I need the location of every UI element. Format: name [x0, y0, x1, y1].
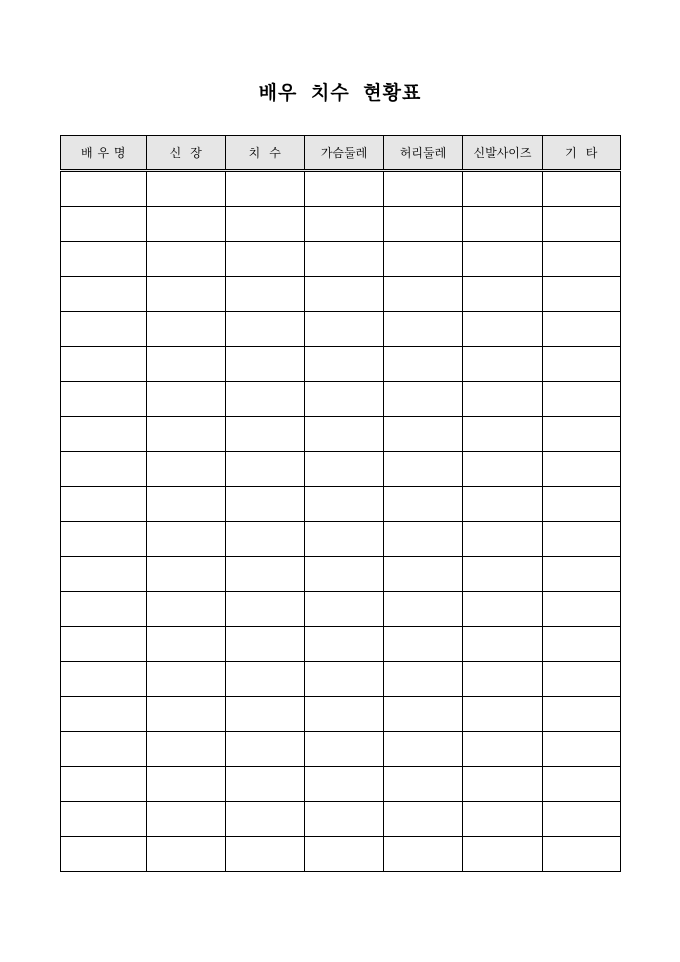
cell-waist[interactable] [384, 592, 463, 627]
cell-size[interactable] [226, 452, 305, 487]
cell-waist[interactable] [384, 312, 463, 347]
cell-height[interactable] [147, 242, 226, 277]
cell-shoe-size[interactable] [463, 207, 543, 242]
cell-height[interactable] [147, 382, 226, 417]
cell-shoe-size[interactable] [463, 487, 543, 522]
cell-chest[interactable] [305, 382, 384, 417]
cell-size[interactable] [226, 627, 305, 662]
cell-size[interactable] [226, 592, 305, 627]
cell-notes[interactable] [543, 487, 621, 522]
table-row [61, 662, 621, 697]
cell-size[interactable] [226, 382, 305, 417]
cell-size[interactable] [226, 487, 305, 522]
cell-waist[interactable] [384, 171, 463, 207]
actor-measurement-table [60, 135, 621, 872]
cell-notes[interactable] [543, 627, 621, 662]
cell-height[interactable] [147, 312, 226, 347]
cell-height[interactable] [147, 487, 226, 522]
cell-notes[interactable] [543, 837, 621, 872]
header-shoe-size: 신발사이즈 [463, 136, 543, 171]
cell-notes[interactable] [543, 277, 621, 312]
cell-actor-name[interactable] [61, 312, 147, 347]
cell-actor-name[interactable] [61, 452, 147, 487]
cell-shoe-size[interactable] [463, 837, 543, 872]
cell-chest[interactable] [305, 487, 384, 522]
cell-height[interactable] [147, 417, 226, 452]
cell-notes[interactable] [543, 382, 621, 417]
cell-size[interactable] [226, 242, 305, 277]
cell-actor-name[interactable] [61, 837, 147, 872]
table-row [61, 452, 621, 487]
cell-notes[interactable] [543, 452, 621, 487]
cell-chest[interactable] [305, 347, 384, 382]
cell-size[interactable] [226, 312, 305, 347]
cell-actor-name[interactable] [61, 767, 147, 802]
cell-chest[interactable] [305, 312, 384, 347]
cell-notes[interactable] [543, 802, 621, 837]
cell-shoe-size[interactable] [463, 662, 543, 697]
cell-actor-name[interactable] [61, 627, 147, 662]
cell-notes[interactable] [543, 662, 621, 697]
cell-shoe-size[interactable] [463, 557, 543, 592]
cell-chest[interactable] [305, 627, 384, 662]
cell-actor-name[interactable] [61, 487, 147, 522]
cell-waist[interactable] [384, 837, 463, 872]
cell-chest[interactable] [305, 662, 384, 697]
cell-shoe-size[interactable] [463, 242, 543, 277]
header-actor-name: 배 우 명 [61, 136, 147, 171]
table-row [61, 802, 621, 837]
table-row [61, 487, 621, 522]
cell-actor-name[interactable] [61, 417, 147, 452]
cell-actor-name[interactable] [61, 557, 147, 592]
cell-shoe-size[interactable] [463, 767, 543, 802]
cell-height[interactable] [147, 767, 226, 802]
cell-shoe-size[interactable] [463, 312, 543, 347]
cell-shoe-size[interactable] [463, 171, 543, 207]
cell-actor-name[interactable] [61, 522, 147, 557]
cell-waist[interactable] [384, 452, 463, 487]
cell-chest[interactable] [305, 522, 384, 557]
cell-height[interactable] [147, 627, 226, 662]
cell-waist[interactable] [384, 417, 463, 452]
cell-size[interactable] [226, 557, 305, 592]
table-row [61, 347, 621, 382]
cell-shoe-size[interactable] [463, 627, 543, 662]
cell-waist[interactable] [384, 662, 463, 697]
table-row [61, 522, 621, 557]
cell-size[interactable] [226, 417, 305, 452]
cell-actor-name[interactable] [61, 242, 147, 277]
header-size: 치 수 [226, 136, 305, 171]
cell-height[interactable] [147, 802, 226, 837]
cell-shoe-size[interactable] [463, 417, 543, 452]
cell-height[interactable] [147, 557, 226, 592]
cell-actor-name[interactable] [61, 592, 147, 627]
cell-waist[interactable] [384, 277, 463, 312]
cell-waist[interactable] [384, 557, 463, 592]
cell-size[interactable] [226, 767, 305, 802]
cell-size[interactable] [226, 802, 305, 837]
cell-notes[interactable] [543, 312, 621, 347]
cell-waist[interactable] [384, 487, 463, 522]
cell-size[interactable] [226, 662, 305, 697]
cell-height[interactable] [147, 662, 226, 697]
table-row [61, 242, 621, 277]
cell-waist[interactable] [384, 697, 463, 732]
table-row [61, 697, 621, 732]
table-row [61, 382, 621, 417]
cell-waist[interactable] [384, 382, 463, 417]
cell-size[interactable] [226, 697, 305, 732]
document-title: 배우 치수 현황표 [258, 82, 422, 104]
cell-chest[interactable] [305, 767, 384, 802]
table-row [61, 171, 621, 207]
cell-height[interactable] [147, 277, 226, 312]
cell-shoe-size[interactable] [463, 522, 543, 557]
cell-waist[interactable] [384, 207, 463, 242]
cell-shoe-size[interactable] [463, 347, 543, 382]
cell-waist[interactable] [384, 732, 463, 767]
cell-height[interactable] [147, 452, 226, 487]
cell-notes[interactable] [543, 697, 621, 732]
cell-height[interactable] [147, 592, 226, 627]
cell-height[interactable] [147, 207, 226, 242]
cell-notes[interactable] [543, 732, 621, 767]
cell-shoe-size[interactable] [463, 382, 543, 417]
cell-shoe-size[interactable] [463, 802, 543, 837]
cell-notes[interactable] [543, 347, 621, 382]
cell-chest[interactable] [305, 277, 384, 312]
cell-size[interactable] [226, 347, 305, 382]
table-row [61, 557, 621, 592]
cell-chest[interactable] [305, 417, 384, 452]
cell-notes[interactable] [543, 417, 621, 452]
cell-notes[interactable] [543, 592, 621, 627]
cell-size[interactable] [226, 522, 305, 557]
cell-waist[interactable] [384, 802, 463, 837]
cell-chest[interactable] [305, 802, 384, 837]
cell-chest[interactable] [305, 732, 384, 767]
cell-notes[interactable] [543, 767, 621, 802]
cell-actor-name[interactable] [61, 382, 147, 417]
header-row [61, 136, 621, 171]
cell-height[interactable] [147, 732, 226, 767]
cell-chest[interactable] [305, 452, 384, 487]
cell-height[interactable] [147, 697, 226, 732]
cell-notes[interactable] [543, 171, 621, 207]
cell-chest[interactable] [305, 207, 384, 242]
table-header [61, 136, 621, 171]
table-row [61, 837, 621, 872]
cell-waist[interactable] [384, 347, 463, 382]
cell-actor-name[interactable] [61, 347, 147, 382]
cell-chest[interactable] [305, 697, 384, 732]
cell-size[interactable] [226, 171, 305, 207]
cell-actor-name[interactable] [61, 802, 147, 837]
table-row [61, 767, 621, 802]
cell-size[interactable] [226, 277, 305, 312]
table-row [61, 312, 621, 347]
cell-height[interactable] [147, 347, 226, 382]
cell-actor-name[interactable] [61, 277, 147, 312]
cell-actor-name[interactable] [61, 171, 147, 207]
cell-actor-name[interactable] [61, 732, 147, 767]
header-chest: 가슴둘레 [305, 136, 384, 171]
cell-chest[interactable] [305, 242, 384, 277]
table-row [61, 732, 621, 767]
cell-notes[interactable] [543, 522, 621, 557]
cell-waist[interactable] [384, 522, 463, 557]
header-notes: 기 타 [543, 136, 621, 171]
cell-notes[interactable] [543, 557, 621, 592]
cell-notes[interactable] [543, 207, 621, 242]
cell-chest[interactable] [305, 171, 384, 207]
table-row [61, 277, 621, 312]
cell-height[interactable] [147, 837, 226, 872]
header-waist: 허리둘레 [384, 136, 463, 171]
cell-size[interactable] [226, 837, 305, 872]
cell-chest[interactable] [305, 837, 384, 872]
table-row [61, 417, 621, 452]
cell-notes[interactable] [543, 242, 621, 277]
header-height: 신 장 [147, 136, 226, 171]
table-row [61, 627, 621, 662]
cell-size[interactable] [226, 732, 305, 767]
cell-shoe-size[interactable] [463, 697, 543, 732]
cell-size[interactable] [226, 207, 305, 242]
cell-actor-name[interactable] [61, 662, 147, 697]
cell-chest[interactable] [305, 557, 384, 592]
cell-shoe-size[interactable] [463, 732, 543, 767]
cell-waist[interactable] [384, 242, 463, 277]
cell-actor-name[interactable] [61, 697, 147, 732]
cell-shoe-size[interactable] [463, 277, 543, 312]
table-row [61, 592, 621, 627]
table-body [61, 171, 621, 872]
cell-waist[interactable] [384, 627, 463, 662]
cell-actor-name[interactable] [61, 207, 147, 242]
cell-shoe-size[interactable] [463, 452, 543, 487]
cell-chest[interactable] [305, 592, 384, 627]
table-row [61, 207, 621, 242]
cell-shoe-size[interactable] [463, 592, 543, 627]
cell-height[interactable] [147, 171, 226, 207]
cell-waist[interactable] [384, 767, 463, 802]
cell-height[interactable] [147, 522, 226, 557]
